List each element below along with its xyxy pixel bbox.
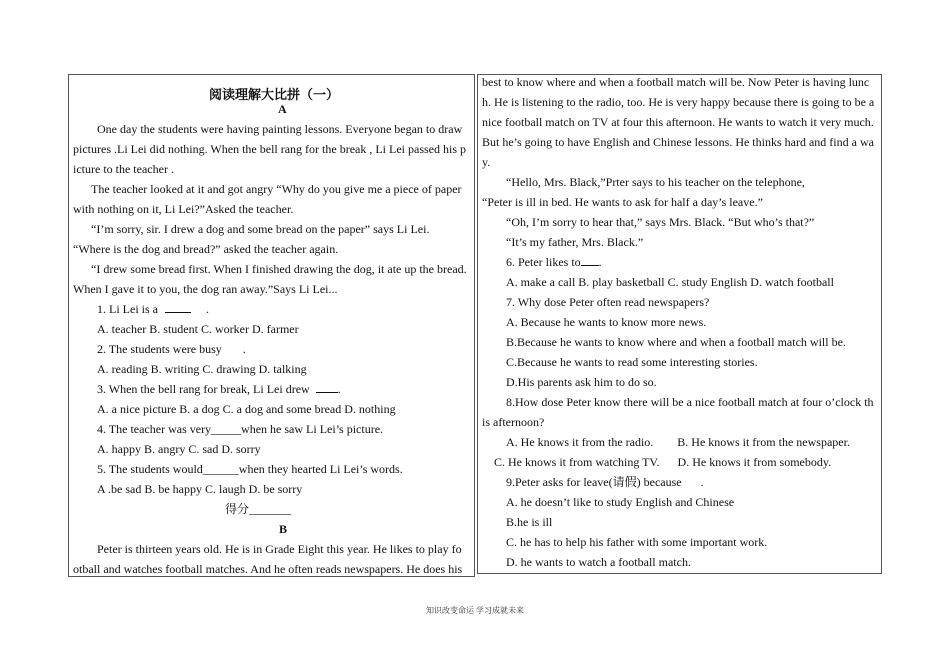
passage-a-line: When I gave it to you, the dog ran away.”Says Li Lei...	[73, 282, 338, 296]
question-2	[97, 341, 246, 357]
answer-blank[interactable]	[316, 381, 338, 393]
page-title: 阅读理解大比拼（一）	[209, 87, 340, 102]
question-1-options: A. teacher B. student C. worker D. farmer	[97, 322, 299, 336]
passage-a-heading: A	[278, 102, 287, 116]
passage-b-line: otball and watches football matches. And he often reads newspapers. He does his	[73, 562, 463, 576]
passage-a-line: icture to the teacher .	[73, 162, 174, 176]
question-stem-end: .	[337, 382, 341, 396]
question-stem-end: .	[242, 342, 246, 356]
passage-b-heading: B	[279, 522, 288, 536]
passage-a-line: The teacher looked at it and got angry “Why do you give me a piece of paper	[91, 182, 462, 196]
answer-blank[interactable]	[581, 254, 599, 266]
passage-b-line: “It’s my father, Mrs. Black.”	[506, 235, 644, 249]
question-stem: 9.Peter asks for leave(请假) because	[506, 475, 682, 489]
question-7-option: A. Because he wants to know more news.	[506, 315, 707, 329]
question-stem-end: .	[598, 255, 602, 269]
question-stem-end: .	[700, 475, 704, 489]
question-stem: 3. When the bell rang for break, Li Lei drew	[97, 382, 310, 396]
question-7-option: C.Because he wants to read some interesting stories.	[506, 355, 758, 369]
score-field: 得分_______	[225, 502, 292, 516]
passage-a-line: “I drew some bread first. When I finished drawing the dog, it ate up the bread.	[91, 262, 467, 276]
question-stem: 1. Li Lei is a	[97, 302, 158, 316]
question-9-option: C. he has to help his father with some important work.	[506, 535, 768, 549]
question-stem-end: .	[205, 302, 209, 316]
question-3	[97, 381, 341, 397]
passage-b-line: Peter is thirteen years old. He is in Grade Eight this year. He likes to play fo	[97, 542, 462, 556]
question-8: 8.How dose Peter know there will be a nice football match at four o’clock th	[506, 395, 874, 409]
question-5: 5. The students would______when they hearted Li Lei’s words.	[97, 462, 403, 476]
question-8-continued: is afternoon?	[482, 415, 545, 429]
passage-b-line: “Peter is ill in bed. He wants to ask for half a day’s leave.”	[482, 195, 763, 209]
passage-a-line: pictures .Li Lei did nothing. When the bell rang for the break , Li Lei passed his p	[73, 142, 467, 156]
page-footer: 知识改变命运 学习成就未来	[426, 606, 524, 615]
question-stem: 2. The students were busy	[97, 342, 222, 356]
question-1	[97, 301, 209, 317]
passage-b-line: “Hello, Mrs. Black,”Prter says to his teacher on the telephone,	[506, 175, 805, 189]
question-5-options: A .be sad B. be happy C. laugh D. be sorry	[97, 482, 303, 496]
question-2-options: A. reading B. writing C. drawing D. talking	[97, 362, 307, 376]
question-9-option: A. he doesn’t like to study English and Chinese	[506, 495, 735, 509]
question-8-option: C. He knows it from watching TV. D. He knows it from somebody.	[494, 455, 832, 469]
right-column	[477, 74, 882, 574]
question-7-option: D.His parents ask him to do so.	[506, 375, 657, 389]
question-stem: 6. Peter likes to	[506, 255, 581, 269]
passage-b-line: best to know where and when a football match will be. Now Peter is having lunc	[482, 75, 870, 89]
question-9	[506, 474, 704, 490]
passage-a-line: One day the students were having painting lessons. Everyone began to draw	[97, 122, 463, 136]
question-3-options: A. a nice picture B. a dog C. a dog and some bread D. nothing	[97, 402, 396, 416]
passage-b-line: h. He is listening to the radio, too. He is very happy because there is going to be a	[482, 95, 875, 109]
question-9-option: B.he is ill	[506, 515, 553, 529]
question-6-options: A. make a call B. play basketball C. study English D. watch football	[506, 275, 834, 289]
question-4-options: A. happy B. angry C. sad D. sorry	[97, 442, 261, 456]
passage-a-line: “I’m sorry, sir. I drew a dog and some bread on the paper” says Li Lei.	[91, 222, 430, 236]
left-column	[68, 74, 475, 577]
passage-b-line: y.	[482, 155, 491, 169]
passage-a-line: “Where is the dog and bread?” asked the teacher again.	[73, 242, 339, 256]
passage-b-line: nice football match on TV at four this afternoon. He wants to watch it very much.	[482, 115, 874, 129]
question-7: 7. Why dose Peter often read newspapers?	[506, 295, 710, 309]
question-9-option: D. he wants to watch a football match.	[506, 555, 691, 569]
passage-b-line: “Oh, I’m sorry to hear that,” says Mrs. Black. “But who’s that?”	[506, 215, 815, 229]
question-8-option: A. He knows it from the radio. B. He knows it from the newspaper.	[506, 435, 850, 449]
question-7-option: B.Because he wants to know where and when a football match will be.	[506, 335, 846, 349]
passage-b-line: But he’s going to have English and Chinese lessons. He thinks hard and find a wa	[482, 135, 874, 149]
answer-blank[interactable]	[165, 301, 191, 313]
question-4: 4. The teacher was very_____when he saw Li Lei’s picture.	[97, 422, 384, 436]
passage-a-line: with nothing on it, Li Lei?”Asked the teacher.	[73, 202, 294, 216]
question-6	[506, 254, 602, 270]
